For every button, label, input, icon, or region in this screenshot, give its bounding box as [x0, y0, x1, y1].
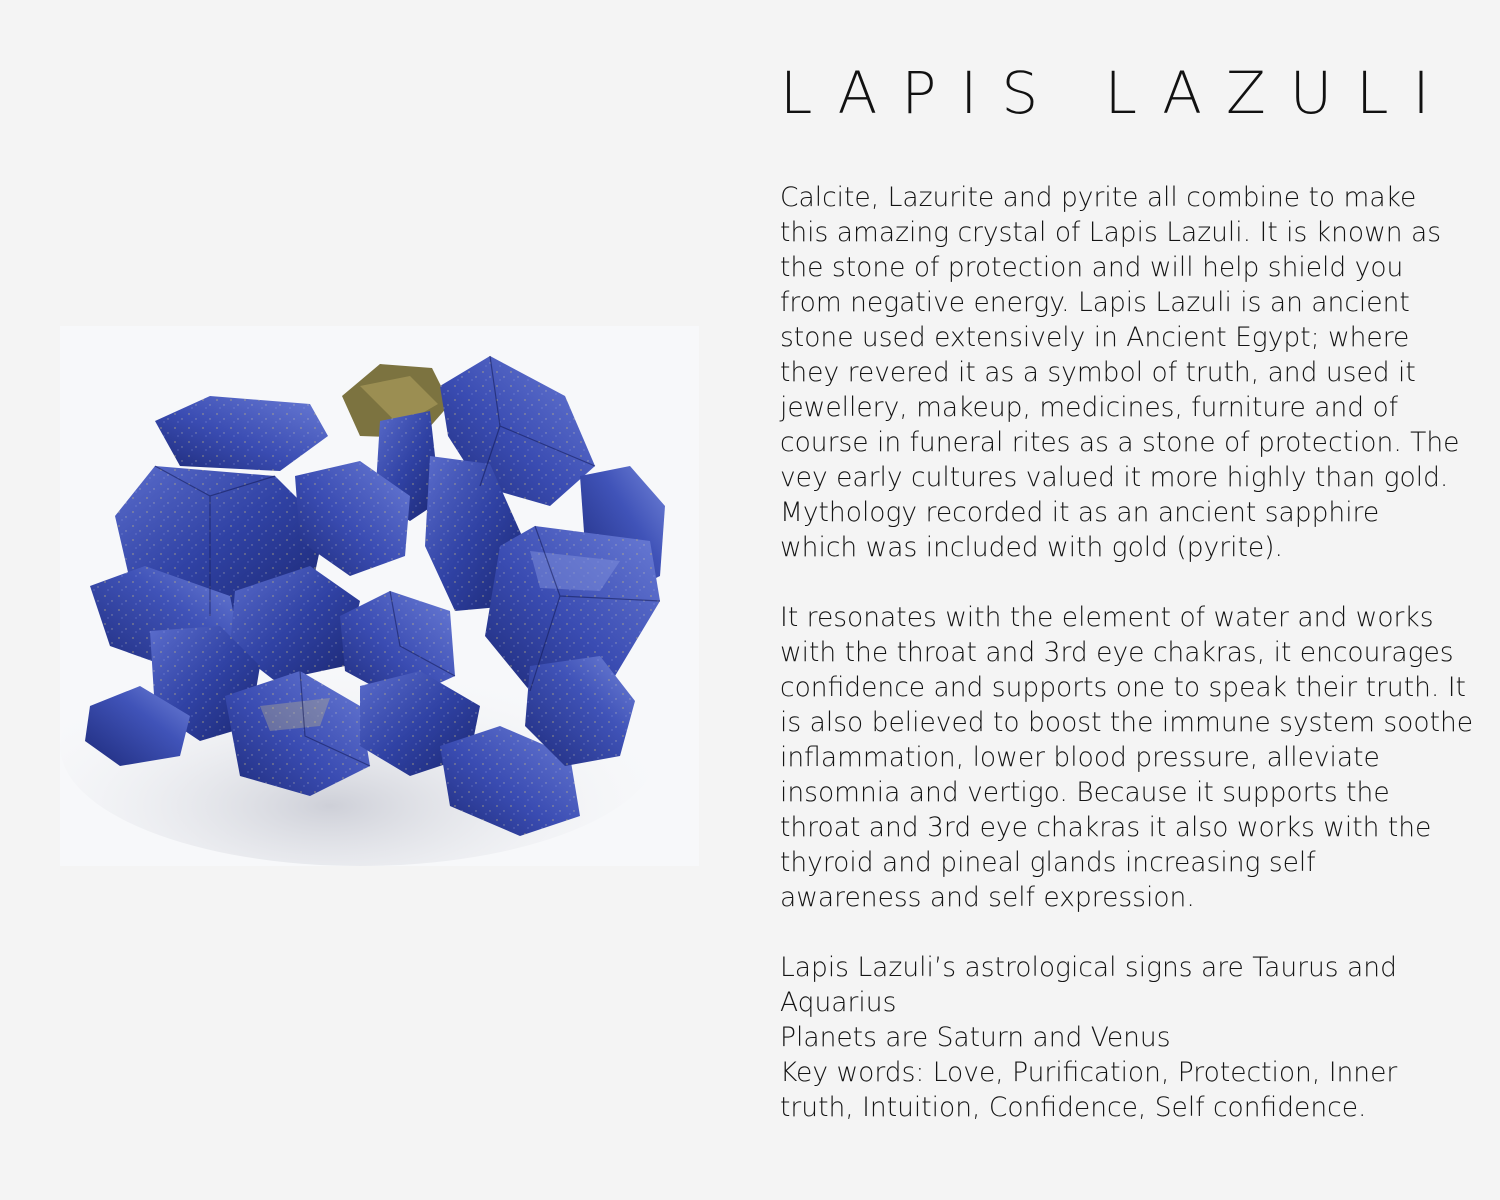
lapis-lazuli-photo — [60, 326, 699, 866]
text-line: Planets are Saturn and Venus — [780, 1022, 1171, 1053]
text-line: which was included with gold (pyrite). — [780, 532, 1283, 563]
text-line: confidence and supports one to speak their truth. It — [780, 672, 1466, 703]
text-line: Aquarius — [780, 987, 897, 1018]
text-line: the stone of protection and will help shield you — [780, 252, 1404, 283]
text-line: Key words: Love, Purification, Protection, Inner — [780, 1057, 1398, 1088]
text-line: is also believed to boost the immune system soothe — [780, 707, 1474, 738]
text-line: throat and 3rd eye chakras it also works with the — [780, 812, 1432, 843]
text-line: they revered it as a symbol of truth, and used it — [780, 357, 1416, 388]
text-line: course in funeral rites as a stone of protection. The — [780, 427, 1460, 458]
page-title: LAPIS LAZULI — [780, 59, 1454, 127]
stones-illustration — [60, 326, 699, 866]
text-line: It resonates with the element of water and works — [780, 602, 1434, 633]
text-line: this amazing crystal of Lapis Lazuli. It is known as — [780, 217, 1442, 248]
text-line: awareness and self expression. — [780, 882, 1195, 913]
text-line: stone used extensively in Ancient Egypt; where — [780, 322, 1410, 353]
text-line: truth, Intuition, Confidence, Self confidence. — [780, 1092, 1367, 1123]
text-line: with the throat and 3rd eye chakras, it encourages — [780, 637, 1454, 668]
text-line: Lapis Lazuli’s astrological signs are Taurus and — [780, 952, 1397, 983]
description-paragraph-1 — [780, 180, 1460, 565]
text-line: jewellery, makeup, medicines, furniture and of — [780, 392, 1399, 423]
text-line: Calcite, Lazurite and pyrite all combine to make — [780, 182, 1417, 213]
text-line: from negative energy. Lapis Lazuli is an ancient — [780, 287, 1410, 318]
description-paragraph-2 — [780, 600, 1474, 915]
description — [780, 180, 1474, 1160]
text-line: thyroid and pineal glands increasing self — [780, 847, 1316, 878]
text-line: inflammation, lower blood pressure, alleviate — [780, 742, 1380, 773]
text-line: vey early cultures valued it more highly than gold. — [780, 462, 1449, 493]
description-paragraph-3 — [780, 950, 1430, 1125]
text-line: Mythology recorded it as an ancient sapphire — [780, 497, 1380, 528]
stone-back-left — [155, 396, 328, 471]
text-line: insomnia and vertigo. Because it supports the — [780, 777, 1390, 808]
